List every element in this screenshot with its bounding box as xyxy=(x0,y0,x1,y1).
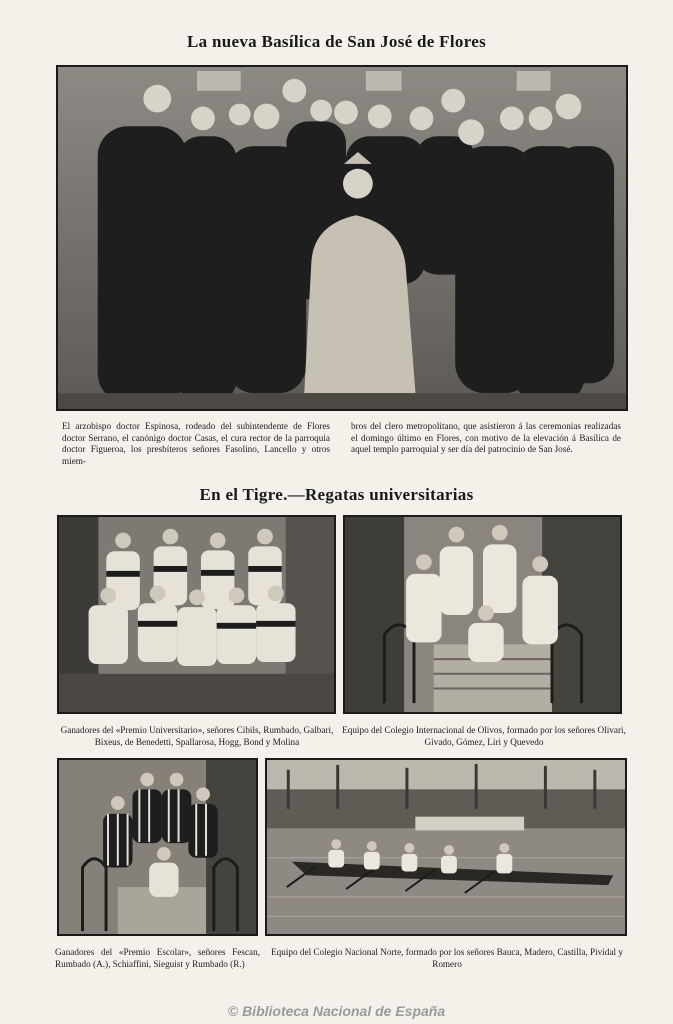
team-photo-illustration-1 xyxy=(59,517,334,712)
clergy-caption-right: bros del clero metropolitano, que asistieron á las ceremonias realizadas el domingo último en Flores, con motivo de la elevación á Basílica de aquel templo parroquial y ser día del patrocinio de San José. xyxy=(351,421,621,454)
biblioteca-watermark: © Biblioteca Nacional de España xyxy=(227,1003,446,1019)
team-photo-illustration-3 xyxy=(59,760,256,934)
colegio-olivos-caption: Equipo del Colegio Internacional de Olivos, formado por los señores Olivari, Givado, Gómez, Liri y Quevedo xyxy=(342,725,626,747)
premio-escolar-photo xyxy=(57,758,258,936)
premio-universitario-caption: Ganadores del «Premio Universitario», señores Cibils, Rumbado, Galbari, Bixeus, de Benedetti, Spallarosa, Hogg, Bond y Molina xyxy=(60,725,334,747)
team-photo-illustration-2 xyxy=(345,517,620,712)
clergy-caption-left: El arzobispo doctor Espinosa, rodeado del subintendente de Flores doctor Serrano, el canónigo doctor Casas, el cura rector de la parroquia doctor Figueroa, los presbíteros señores Fasolino, Lancello y otros miem- xyxy=(62,421,330,466)
clergy-group-photo xyxy=(56,65,628,411)
article-title-basilica: La nueva Basílica de San José de Flores xyxy=(187,32,486,51)
clergy-photo-illustration xyxy=(58,67,626,409)
premio-escolar-caption: Ganadores del «Premio Escolar», señores Fescan, Rumbado (A.), Schiaffini, Sieguist y Rumbado (R.) xyxy=(55,947,260,969)
colegio-olivos-photo xyxy=(343,515,622,714)
colegio-nacional-norte-photo xyxy=(265,758,627,936)
article-title-regatas: En el Tigre.—Regatas universitarias xyxy=(199,485,474,504)
colegio-nacional-norte-caption: Equipo del Colegio Nacional Norte, formado por los señores Bauca, Madero, Castilla, Pividal y Romero xyxy=(271,947,623,969)
rowing-photo-illustration xyxy=(267,760,625,934)
premio-universitario-photo xyxy=(57,515,336,714)
